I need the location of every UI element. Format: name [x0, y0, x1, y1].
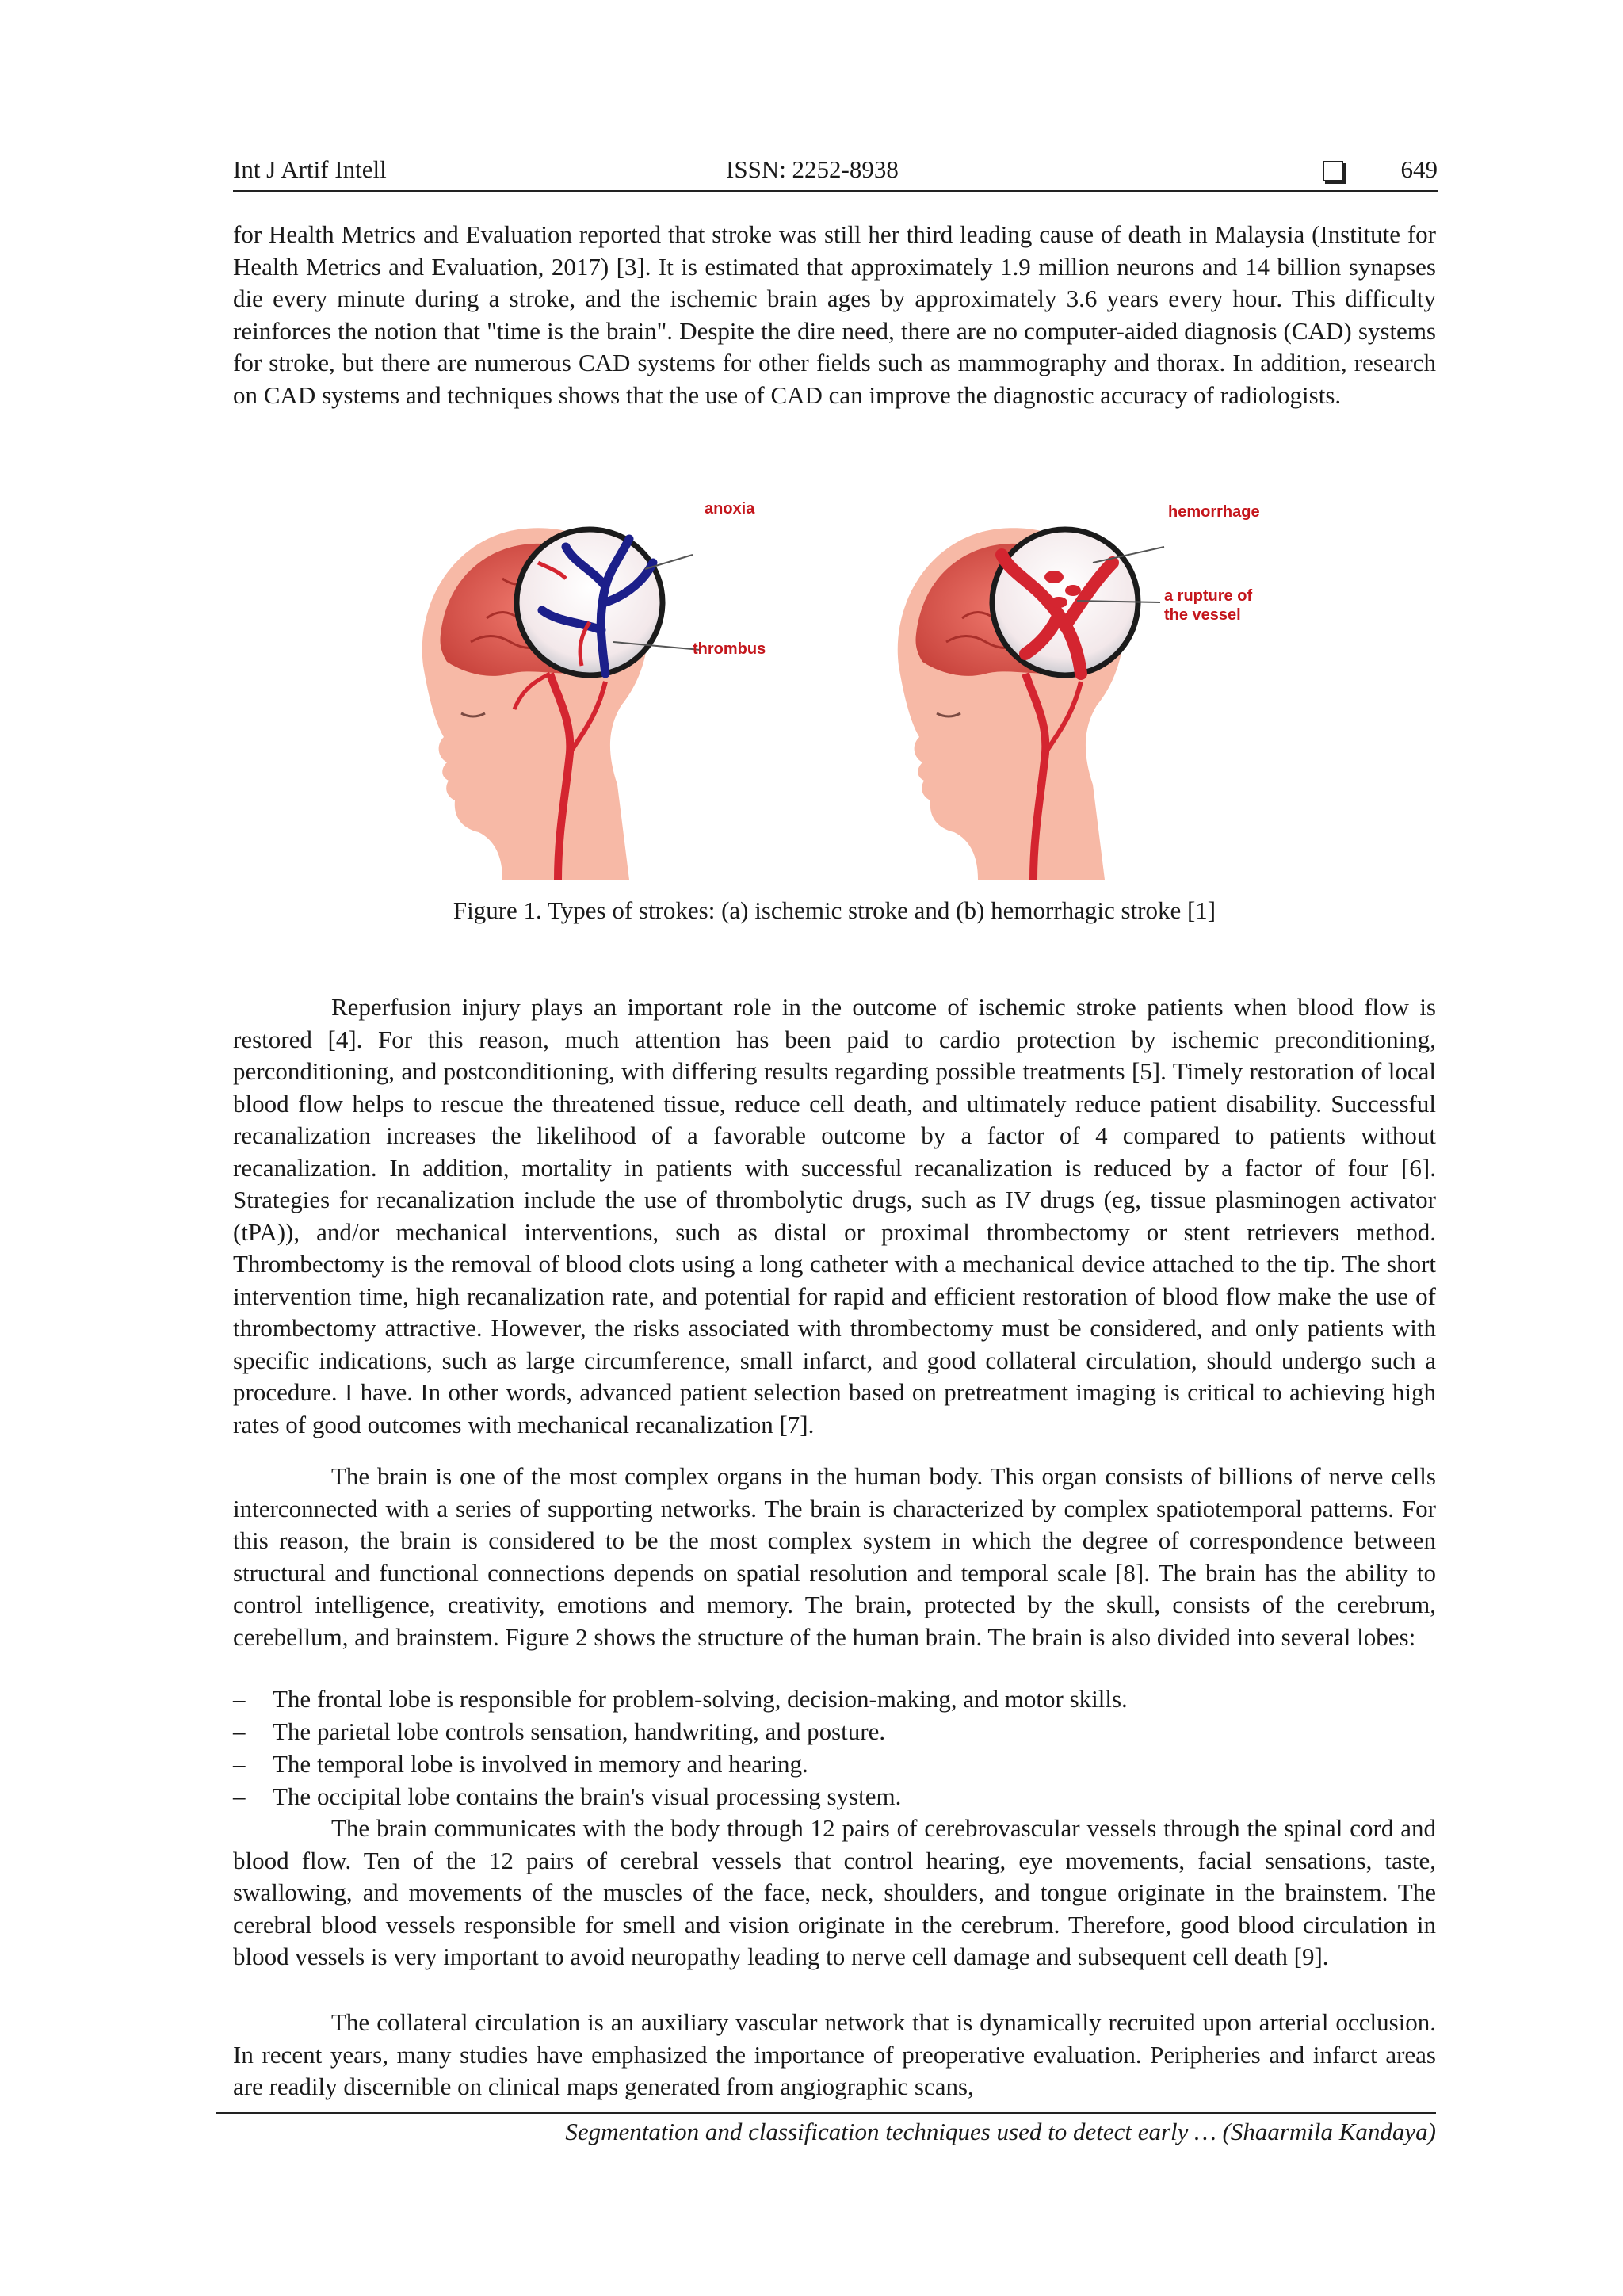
list-item: – The parietal lobe controls sensation, handwriting, and posture. [233, 1717, 886, 1745]
list-item: – The frontal lobe is responsible for problem-solving, decision-making, and motor skills. [233, 1685, 1128, 1713]
page-number: 649 [1400, 155, 1438, 183]
figure-caption: Figure 1. Types of strokes: (a) ischemic stroke and (b) hemorrhagic stroke [1] [453, 896, 1216, 924]
paragraph-brain: The brain is one of the most complex organs in the human body. This organ consists of billions of nerve cells interconnected with a series of supporting networks. The brain is characterized by complex spatiotemporal patterns. For this reason, the brain is considered to be the most complex system in which the degree of correspondence between structural and functional connections depends on spatial resolution and temporal scale [8]. The brain has the ability to control intelligence, creativity, emotions and memory. The brain, protected by the skull, consists of the cerebrum, cerebellum, and brainstem. Figure 2 shows the structure of the human brain. The brain is also divided into several lobes: [233, 1462, 1436, 1651]
paragraph-reperfusion: Reperfusion injury plays an important role in the outcome of ischemic stroke patients when blood flow is restored [4]. For this reason, much attention has been paid to cardio protection by ischemic preconditioning, perconditioning, and postconditioning, with differing results regarding possible treatments [5]. Timely restoration of local blood flow helps to rescue the threatened tissue, reduce cell death, and ultimately reduce patient disability. Successful recanalization increases the likelihood of a favorable outcome by a factor of 4 compared to patients without recanalization. In addition, mortality in patients with successful recanalization is reduced by a factor of four [6]. Strategies for recanalization include the use of thrombolytic drugs, such as IV drugs (eg, tissue plasminogen activator (tPA)), and/or mechanical interventions, such as distal or proximal thrombectomy or stent retrievers method. Thrombectomy is the removal of blood clots using a long catheter with a mechanical device attached to the tip. The short intervention time, high recanalization rate, and potential for rapid and efficient restoration of blood flow make the use of thrombectomy attractive. However, the risks associated with thrombectomy must be considered, and only patients with specific indications, such as large circumference, small infarct, and good collateral circulation, should undergo such a procedure. I have. In other words, advanced patient selection based on pretreatment imaging is critical to achieving high rates of good outcomes with mechanical recanalization [7]. [233, 993, 1436, 1438]
page-box-icon [1323, 161, 1343, 181]
paragraph-collateral: The collateral circulation is an auxiliary vascular network that is dynamically recruited upon arterial occlusion. In recent years, many studies have emphasized the importance of preoperative evaluation. Peripheries and infarct areas are readily discernible on clinical maps generated from angiographic scans, [233, 2008, 1436, 2100]
label-thrombus: thrombus [693, 640, 766, 658]
running-footer: Segmentation and classification techniques used to detect early … (Shaarmila Kandaya) [565, 2118, 1436, 2145]
ischemic-head-illustration [422, 528, 701, 880]
label-rupture-line2: the vessel [1164, 606, 1241, 624]
journal-name: Int J Artif Intell [233, 155, 387, 183]
figure-1 [368, 483, 1319, 880]
label-anoxia: anoxia [705, 500, 755, 518]
list-item: – The occipital lobe contains the brain's visual processing system. [233, 1782, 902, 1810]
paragraph-intro: for Health Metrics and Evaluation reported that stroke was still her third leading cause of death in Malaysia (Institute for Health Metrics and Evaluation, 2017) [3]. It is estimated that approximately 1.9 million neurons and 14 billion synapses die every minute during a stroke, and the ischemic brain ages by approximately 3.6 years every hour. This difficulty reinforces the notion that "time is the brain". Despite the dire need, there are no computer-aided diagnosis (CAD) systems for stroke, but there are numerous CAD systems for other fields such as mammography and thorax. In addition, research on CAD systems and techniques shows that the use of CAD can improve the diagnostic accuracy of radiologists. [233, 220, 1436, 409]
list-item: – The temporal lobe is involved in memory and hearing. [233, 1750, 808, 1778]
hemorrhagic-head-illustration [898, 528, 1164, 880]
lobes-list [233, 1683, 1436, 1813]
running-header [233, 155, 1438, 192]
label-rupture-line1: a rupture of [1164, 587, 1253, 605]
label-hemorrhage: hemorrhage [1168, 503, 1260, 521]
footer-rule [216, 2112, 1436, 2114]
paragraph-communication: The brain communicates with the body through 12 pairs of cerebrovascular vessels through the spinal cord and blood flow. Ten of the 12 pairs of cerebral vessels that control hearing, eye movements, facial sensations, taste, swallowing, and movements of the muscles of the face, neck, shoulders, and tongue originate in the brainstem. The cerebral blood vessels responsible for smell and vision originate in the cerebrum. Therefore, good blood circulation in blood vessels is very important to avoid neuropathy leading to nerve cell damage and subsequent cell death [9]. [233, 1814, 1436, 1970]
issn: ISSN: 2252-8938 [726, 155, 899, 183]
